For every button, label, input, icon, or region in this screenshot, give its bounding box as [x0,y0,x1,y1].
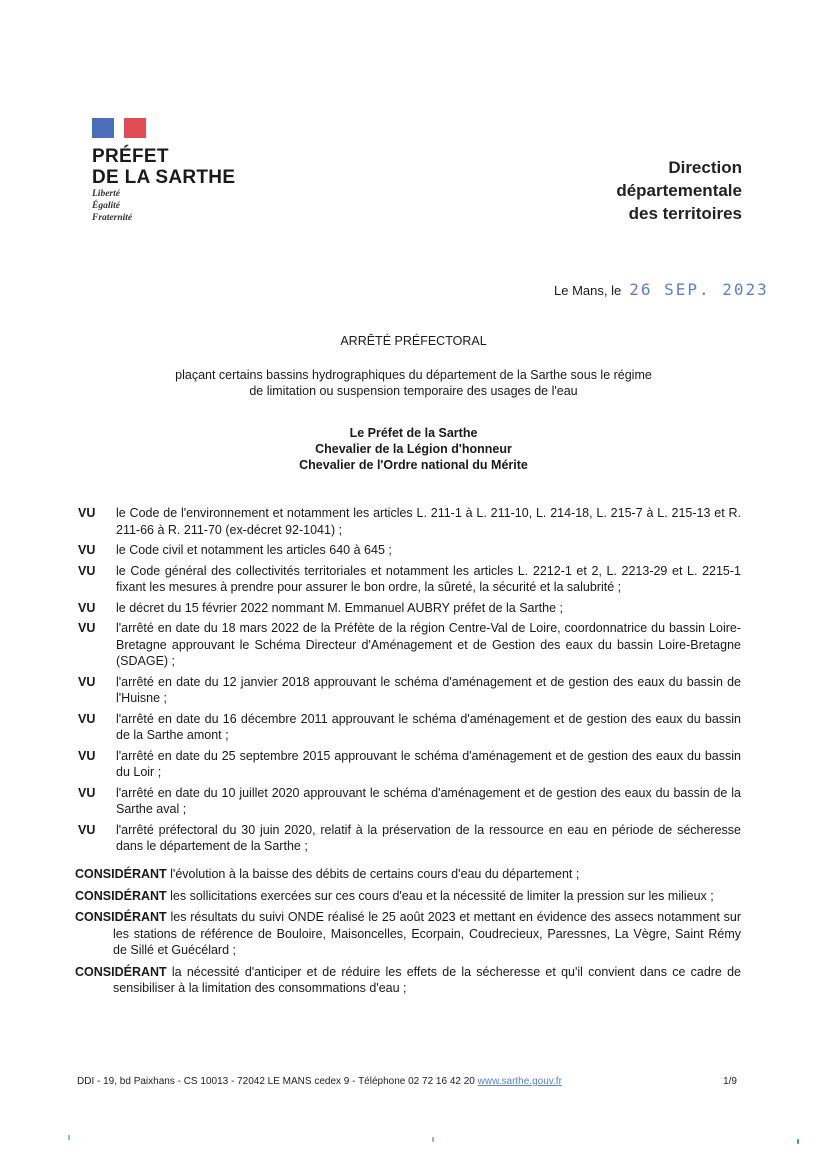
visa-item [78,620,741,670]
place-label: Le Mans, le [554,283,622,298]
visa-text: le Code général des collectivités territoriales et notamment les articles L. 2212-1 et 2, L. 2213-29 et L. 2215-1 fixant les mesures à prendre pour assurer le bon ordre, la sûreté, la sécurité et la salubrité ; [116,563,741,594]
visa-text: l'arrêté en date du 16 décembre 2011 approuvant le schéma d'aménagement et de gestion des eaux du bassin de la Sarthe amont ; [116,711,741,742]
prefet-line-1: Le Préfet de la Sarthe [349,426,478,440]
visa-item [78,542,741,559]
footer-contact [77,1076,562,1087]
prefet-line-2: Chevalier de la Légion d'honneur [315,442,512,456]
direction-line-3: des territoires [628,204,742,223]
considerant-item [75,964,741,997]
visa-label: VU [78,543,96,557]
visa-item [78,822,741,855]
marianne-flag-logo [92,118,146,138]
prefet-titles [0,425,827,473]
considerant-text: l'évolution à la baisse des débits de certains cours d'eau du département ; [170,867,580,881]
page-number: 1/9 [723,1076,737,1087]
direction-line-2: départementale [616,181,742,200]
considerant-label: CONSIDÉRANT [75,964,167,979]
visa-label: VU [78,563,96,578]
footer-address: DDI - 19, bd Paixhans - CS 10013 - 72042 LE MANS cedex 9 - Téléphone 02 72 16 42 20 [77,1076,475,1087]
subtitle-line-2: de limitation ou suspension temporaire des usages de l'eau [249,384,578,398]
visa-text: l'arrêté en date du 12 janvier 2018 approuvant le schéma d'aménagement et de gestion des eaux du bassin de l'Huisne ; [116,674,741,705]
visa-list [78,505,741,859]
flag-white-band [114,118,124,138]
place-and-date [554,280,769,299]
visa-item [78,711,741,744]
page-footer [77,1076,737,1087]
prefet-line-3: Chevalier de l'Ordre national du Mérite [299,458,528,472]
prefecture-title-line-2: DE LA SARTHE [92,167,236,188]
visa-item [78,674,741,707]
visa-label: VU [78,748,96,763]
flag-red-band [124,118,146,138]
considerant-item [75,866,741,883]
considerant-text: les résultats du suivi ONDE réalisé le 25 août 2023 et mettant en évidence des assecs notamment sur les stations de référence de Bouloire, Maisoncelles, Ecorpain, Coudrecieux, Paressnes, La Vègre, Saint Rémy de Sillé et Guécélard ; [113,910,741,957]
motto-liberte: Liberté [92,189,120,199]
visa-text: l'arrêté en date du 25 septembre 2015 approuvant le schéma d'aménagement et de gestion des eaux du bassin du Loir ; [116,748,741,779]
visa-label: VU [78,621,96,635]
visa-text: l'arrêté préfectoral du 30 juin 2020, relatif à la préservation de la ressource en eau en période de sécheresse dans le département de la Sarthe ; [116,822,741,853]
visa-label: VU [78,506,96,520]
considerant-label: CONSIDÉRANT [75,867,167,881]
considerant-text: la nécessité d'anticiper et de réduire les effets de la sécheresse et qu'il convient dans ce cadre de sensibiliser à la limitation des consommations d'eau ; [113,964,741,995]
motto-fraternite: Fraternité [92,213,133,223]
visa-item [78,600,741,617]
visa-label: VU [78,600,96,615]
document-title: ARRÊTÉ PRÉFECTORAL [340,334,487,348]
scan-artifact [797,1139,799,1144]
motto-egalite: Égalité [92,201,120,211]
prefecture-title [92,146,235,188]
considerant-list [75,866,741,1002]
considerant-text: les sollicitations exercées sur ces cours d'eau et la nécessité de limiter la pression sur les milieux ; [170,888,714,903]
considerant-item [75,888,741,905]
footer-website-link[interactable]: www.sarthe.gouv.fr [477,1076,562,1087]
visa-label: VU [78,785,96,800]
prefecture-title-line-1: PRÉFET [92,146,169,167]
visa-text: l'arrêté en date du 10 juillet 2020 approuvant le schéma d'aménagement et de gestion des eaux du bassin de la Sarthe aval ; [116,785,741,816]
visa-item [78,505,741,538]
scan-artifact [68,1135,70,1140]
direction-line-1: Direction [668,158,742,177]
visa-text: le Code de l'environnement et notamment les articles L. 211-1 à L. 211-10, L. 214-18, L. 215-7 à L. 215-13 et R. 211-66 à R. 211-70 (ex-décret 92-1041) ; [116,506,741,537]
issuing-direction [616,156,742,225]
visa-text: l'arrêté en date du 18 mars 2022 de la Préfète de la région Centre-Val de Loire, coordonnatrice du bassin Loire-Bretagne approuvant le Schéma Directeur d'Aménagement et de Gestion des eaux du bassin Loire-Bretagne (SDAGE) ; [116,621,741,668]
republic-motto [92,188,132,224]
visa-item [78,563,741,596]
visa-label: VU [78,674,96,689]
considerant-item [75,909,741,959]
date-stamp: 26 SEP. 2023 [629,280,769,299]
flag-blue-band [92,118,114,138]
scan-artifact [432,1137,434,1142]
visa-text: le Code civil et notamment les articles 640 à 645 ; [116,543,392,557]
visa-item [78,748,741,781]
document-subtitle [0,367,827,399]
subtitle-line-1: plaçant certains bassins hydrographiques du département de la Sarthe sous le régime [175,368,652,382]
visa-text: le décret du 15 février 2022 nommant M. Emmanuel AUBRY préfet de la Sarthe ; [116,600,563,615]
considerant-label: CONSIDÉRANT [75,888,167,903]
visa-label: VU [78,711,96,726]
considerant-label: CONSIDÉRANT [75,910,167,924]
visa-label: VU [78,822,96,837]
visa-item [78,785,741,818]
